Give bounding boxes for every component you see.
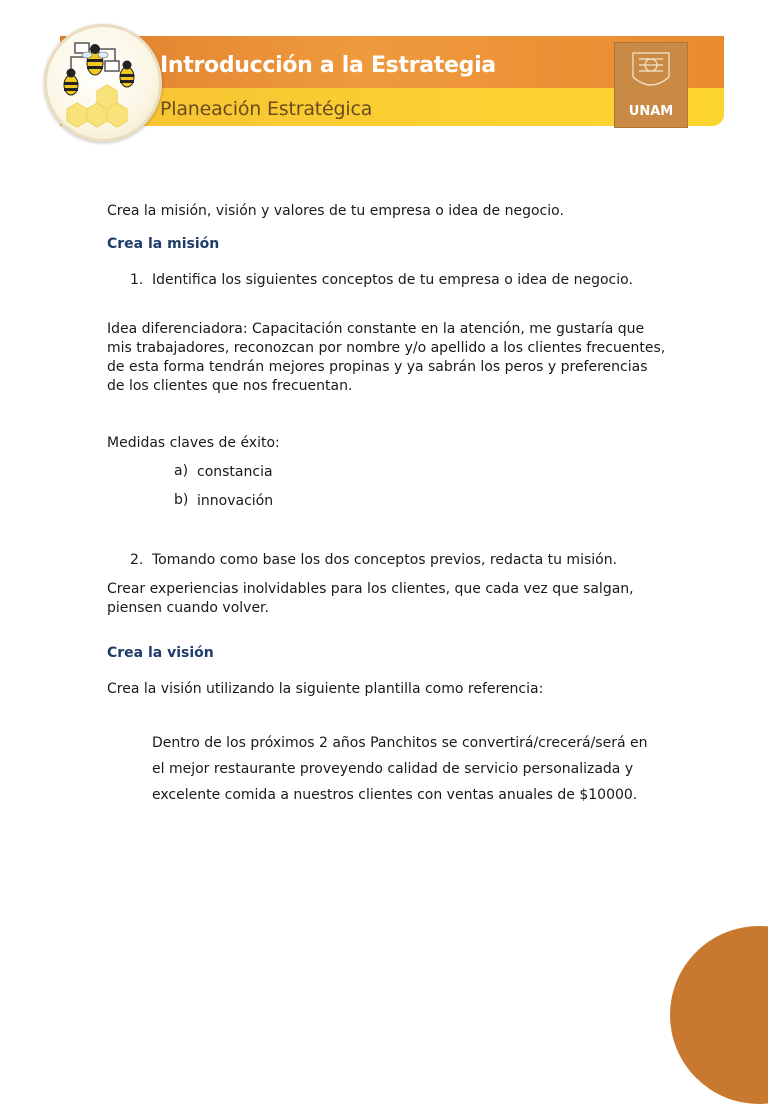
differentiator-line: mis trabajadores, reconozcan por nombre y/o apellido a los clientes frecuentes, — [107, 340, 666, 356]
step2-text: Tomando como base los dos conceptos previos, redacta tu misión. — [152, 552, 618, 568]
corner-decoration — [670, 926, 768, 1104]
measure-item: innovación — [197, 493, 274, 509]
unam-label: UNAM — [628, 104, 674, 119]
measure-item: constancia — [197, 464, 273, 480]
mission-line: piensen cuando volver. — [107, 600, 269, 616]
course-subtitle: Planeación Estratégica — [160, 98, 373, 120]
differentiator-line: Idea diferenciadora: Capacitación constante en la atención, me gustaría que — [107, 321, 645, 337]
vision-heading: Crea la visión — [107, 645, 214, 661]
bees-logo-icon — [44, 24, 162, 142]
step1-number: 1. — [130, 272, 144, 288]
unam-logo — [614, 42, 688, 128]
course-title: Introducción a la Estrategia — [160, 53, 496, 78]
measure-marker: b) — [174, 492, 189, 508]
measures-label: Medidas claves de éxito: — [107, 435, 280, 451]
intro-text: Crea la misión, visión y valores de tu empresa o idea de negocio. — [107, 203, 564, 219]
mission-heading: Crea la misión — [107, 236, 220, 252]
differentiator-line: de los clientes que nos frecuentan. — [107, 378, 353, 394]
vision-line: Dentro de los próximos 2 años Panchitos se convertirá/crecerá/será en — [152, 735, 648, 751]
differentiator-line: de esta forma tendrán mejores propinas y ya sabrán los peros y preferencias — [107, 359, 648, 375]
step1-text: Identifica los siguientes conceptos de tu empresa o idea de negocio. — [152, 272, 633, 288]
bees-logo-graphic — [47, 27, 159, 139]
vision-intro: Crea la visión utilizando la siguiente plantilla como referencia: — [107, 681, 544, 697]
mission-line: Crear experiencias inolvidables para los clientes, que cada vez que salgan, — [107, 581, 634, 597]
step2-number: 2. — [130, 552, 144, 568]
vision-line: el mejor restaurante proveyendo calidad de servicio personalizada y — [152, 761, 634, 777]
vision-line: excelente comida a nuestros clientes con ventas anuales de $10000. — [152, 787, 638, 803]
unam-crest-icon — [615, 43, 687, 99]
measure-marker: a) — [174, 463, 189, 479]
